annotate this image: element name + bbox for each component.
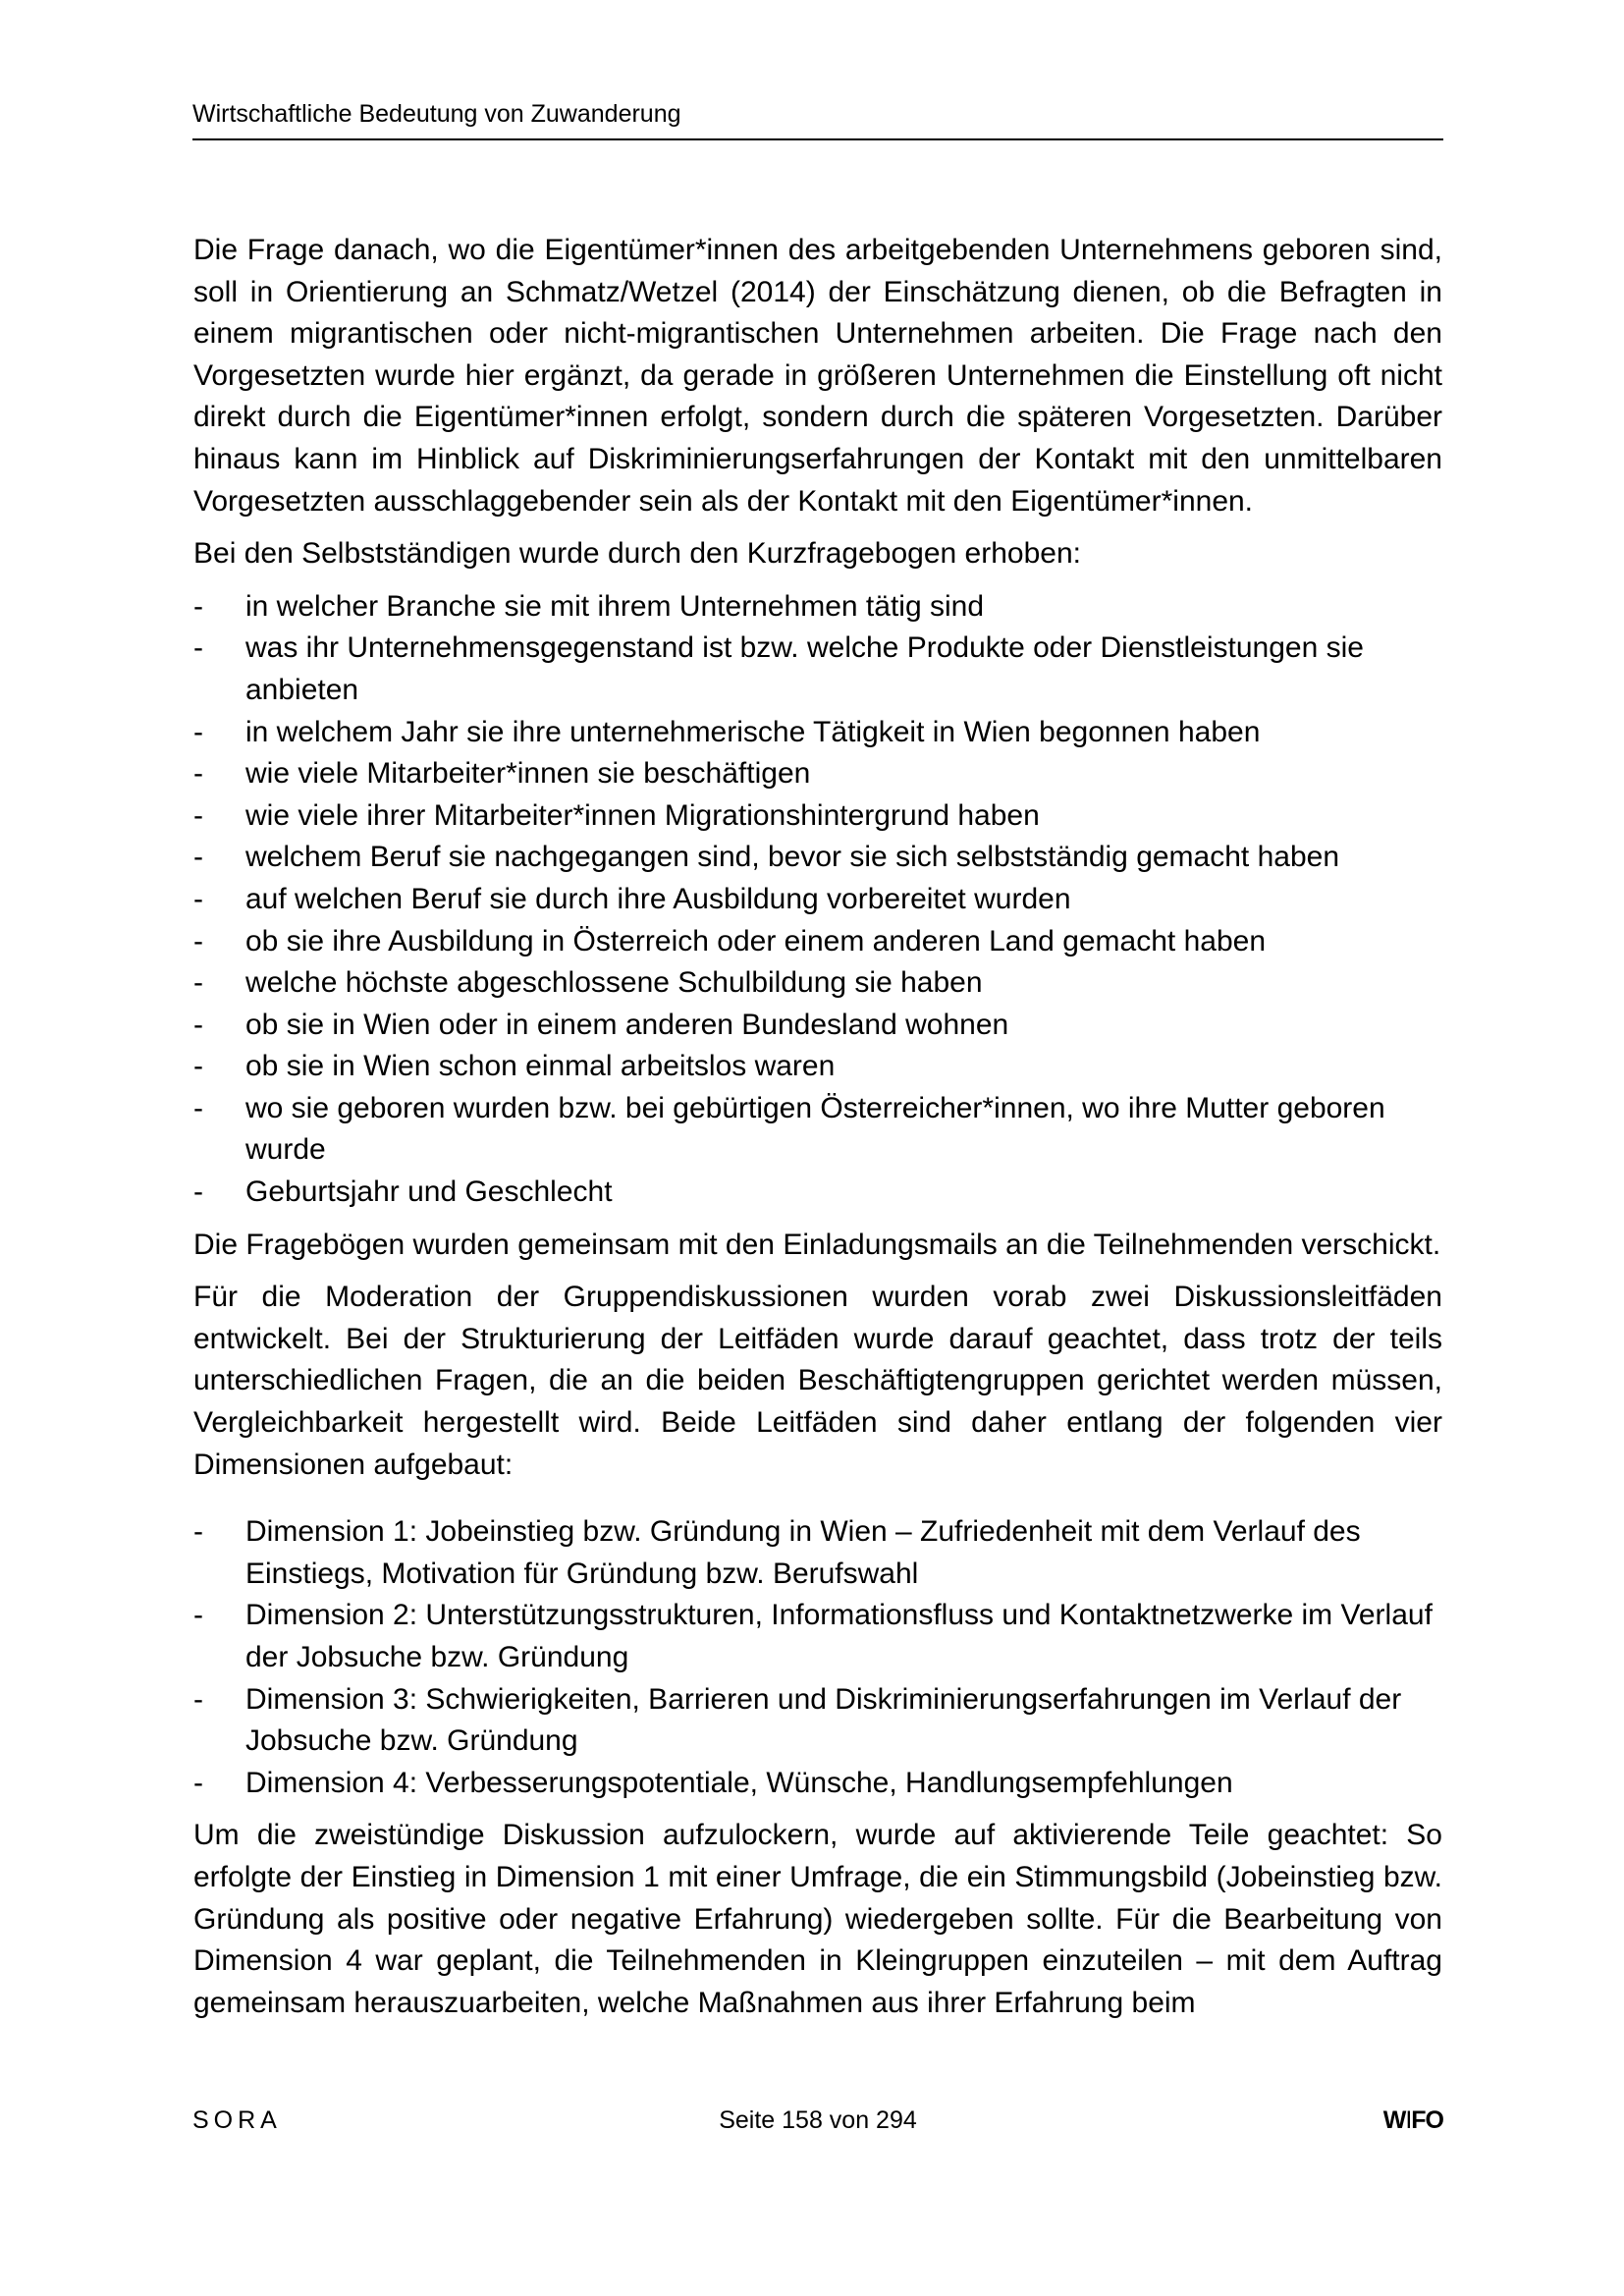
list-item: - Dimension 4: Verbesserungspotentiale, Wünsche, Handlungsempfehlungen [193,1763,1442,1805]
list-item: - ob sie in Wien schon einmal arbeitslos waren [193,1046,1442,1088]
bullet-dash: - [193,966,203,1000]
bullet-dash: - [193,715,203,748]
page-number: Seite 158 von 294 [719,2106,917,2134]
paragraph-1: Die Frage danach, wo die Eigentümer*innen des arbeitgebenden Unternehmens geboren sind, soll in Orientierung an Schmatz/Wetzel (2014) der Einschätzung dienen, ob die Befragten in einem migrantischen oder nicht-migrantischen Unternehmen arbeiten. Die Frage nach den Vorgesetzten wurde hier ergänzt, da gerade in größeren Unternehmen die Einstellung oft nicht direkt durch die Eigentümer*innen erfolgt, sondern durch die späteren Vorgesetzten. Darüber hinaus kann im Hinblick auf Diskriminierungserfahrungen der Kontakt mit den unmittelbaren Vorgesetzten ausschlaggebender sein als der Kontakt mit den Eigentümer*innen. [193,234,1442,518]
list-item: - welchem Beruf sie nachgegangen sind, bevor sie sich selbstständig gemacht haben [193,837,1442,879]
list-item: - in welchem Jahr sie ihre unternehmerische Tätigkeit in Wien begonnen haben [193,712,1442,754]
list-item: - welche höchste abgeschlossene Schulbildung sie haben [193,962,1442,1005]
list-item: - Dimension 3: Schwierigkeiten, Barrieren und Diskriminierungserfahrungen im Verlauf der Jobsuche bzw. Gründung [193,1679,1442,1763]
paragraph-4: Für die Moderation der Gruppendiskussionen wurden vorab zwei Diskussionsleitfäden entwickelt. Bei der Strukturierung der Leitfäden wurde darauf geachtet, dass trotz der teils unterschiedlichen Fragen, die an die beiden Beschäftigtengruppen gerichtet werden müssen, Vergleichbarkeit hergestellt wird. Beide Leitfäden sind daher entlang der folgenden vier Dimensionen aufgebaut: [193,1281,1442,1481]
bullet-dash: - [193,841,203,874]
bullet-dash: - [193,1175,203,1209]
bullet-dash: - [193,589,203,623]
list-item: - Geburtsjahr und Geschlecht [193,1172,1442,1214]
bullet-dash: - [193,1599,203,1632]
list-item: - wo sie geboren wurden bzw. bei gebürtigen Österreicher*innen, wo ihre Mutter geboren wurde [193,1088,1442,1172]
survey-items-list [193,586,1442,1214]
header-title: Wirtschaftliche Bedeutung von Zuwanderung [192,100,681,128]
list-item: - wie viele Mitarbeiter*innen sie beschäftigen [193,753,1442,795]
paragraph-5: Um die zweistündige Diskussion aufzulockern, wurde auf aktivierende Teile geachtet: So erfolgte der Einstieg in Dimension 1 mit einer Umfrage, die ein Stimmungsbild (Jobeinstieg bzw. Gründung als positive oder negative Erfahrung) wiedergeben sollte. Für die Bearbeitung von Dimension 4 war geplant, die Teilnehmenden in Kleingruppen einzuteilen – mit dem Auftrag gemeinsam herauszuarbeiten, welche Maßnahmen aus ihrer Erfahrung beim [193,1819,1442,2019]
page-header [192,99,1443,140]
page-content [193,230,1442,2035]
page-footer [192,2105,1443,2145]
dimensions-list [193,1511,1442,1804]
bullet-dash: - [193,1008,203,1041]
paragraph-3: Die Fragebögen wurden gemeinsam mit den Einladungsmails an die Teilnehmenden verschickt. [193,1228,1441,1261]
wifo-logo: WIFO [1382,2106,1443,2134]
bullet-dash: - [193,1091,203,1124]
bullet-dash: - [193,631,203,665]
bullet-dash: - [193,882,203,915]
bullet-dash: - [193,1682,203,1716]
list-item: - auf welchen Beruf sie durch ihre Ausbildung vorbereitet wurden [193,879,1442,921]
list-item: - wie viele ihrer Mitarbeiter*innen Migrationshintergrund haben [193,795,1442,838]
list-item: - in welcher Branche sie mit ihrem Unternehmen tätig sind [193,586,1442,629]
bullet-dash: - [193,1766,203,1799]
list-item: - was ihr Unternehmensgegenstand ist bzw. welche Produkte oder Dienstleistungen sie anbieten [193,628,1442,711]
bullet-dash: - [193,798,203,832]
bullet-dash: - [193,757,203,791]
list-item: - ob sie ihre Ausbildung in Österreich oder einem anderen Land gemacht haben [193,921,1442,963]
bullet-dash: - [193,1050,203,1083]
paragraph-2: Bei den Selbstständigen wurde durch den Kurzfragebogen erhoben: [193,537,1081,571]
list-item: - Dimension 2: Unterstützungsstrukturen, Informationsfluss und Kontaktnetzwerke im Verlauf der Jobsuche bzw. Gründung [193,1595,1442,1678]
bullet-dash: - [193,1515,203,1549]
list-item: - Dimension 1: Jobeinstieg bzw. Gründung in Wien – Zufriedenheit mit dem Verlauf des Einstiegs, Motivation für Gründung bzw. Berufswahl [193,1511,1442,1595]
list-item: - ob sie in Wien oder in einem anderen Bundesland wohnen [193,1005,1442,1047]
bullet-dash: - [193,924,203,957]
sora-logo: SORA [192,2106,282,2134]
